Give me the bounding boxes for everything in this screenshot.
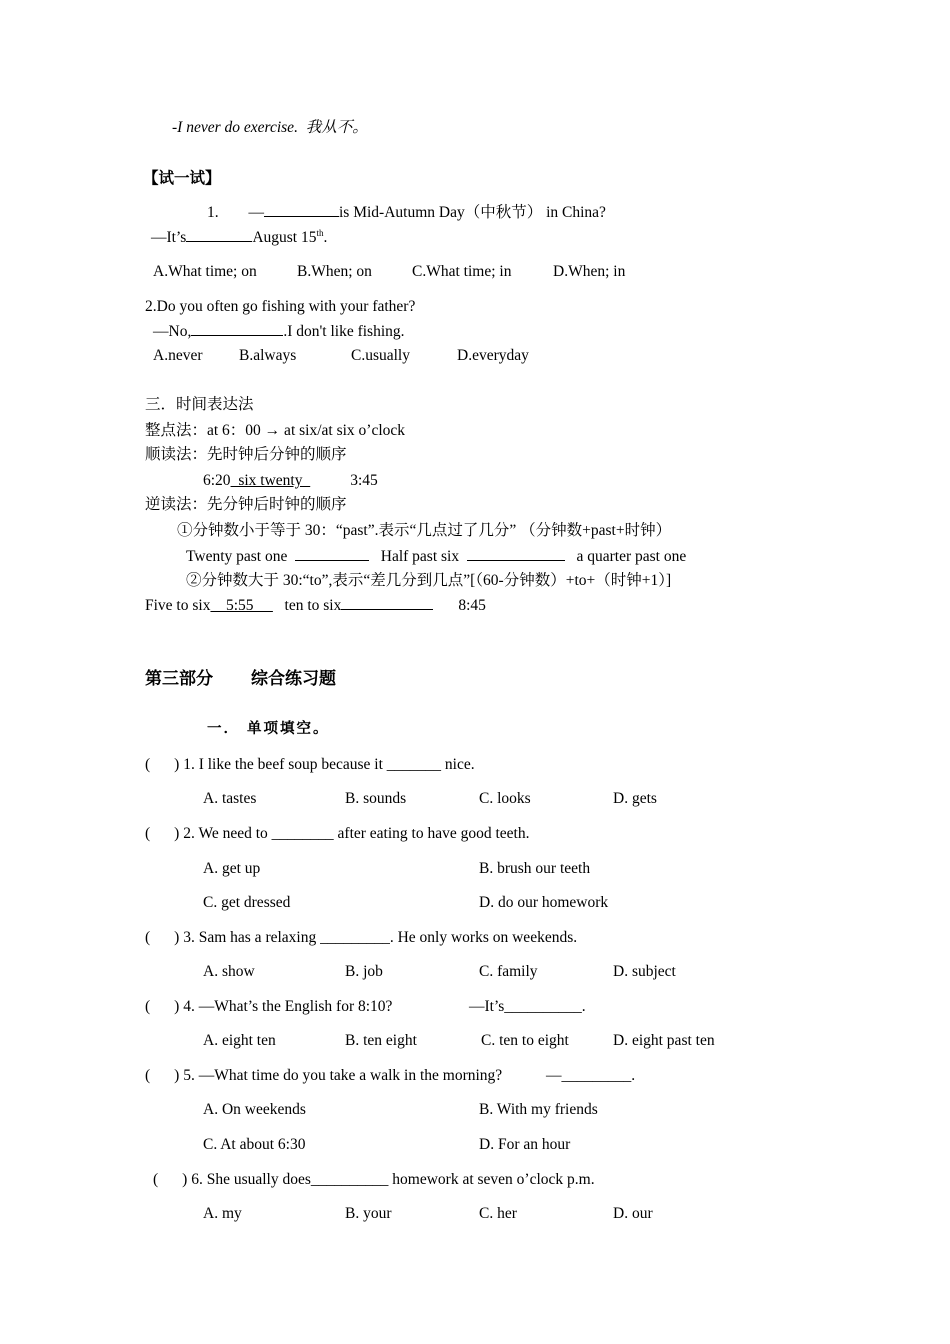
q5-option-c: C. At about 6:30 xyxy=(203,1136,306,1153)
answer-paren-r: ) xyxy=(174,1067,180,1084)
time-rule1: ①分钟数小于等于 30：“past”.表示“几点过了几分” （分钟数+past+时钟） xyxy=(177,522,672,539)
part3-section1: 一． 单项填空。 xyxy=(207,720,330,737)
question-3 xyxy=(145,928,577,948)
time-ex-time2: 3:45 xyxy=(350,472,378,489)
try-q2-option-a: A.never xyxy=(153,347,203,364)
answer-paren-r: ) xyxy=(174,756,180,773)
time-forward-example xyxy=(203,471,378,491)
time-to1: Five to six xyxy=(145,597,211,614)
time-rule2: ②分钟数大于 30:“to”,表示“差几分到几点”[（60-分钟数）+to+（时钟+1）] xyxy=(186,572,672,589)
try-q1-sup: th xyxy=(316,227,324,238)
answer-paren-r: ) xyxy=(182,1171,188,1188)
try-q1-text: is Mid-Autumn Day（中秋节） in China? xyxy=(339,204,606,221)
question-6 xyxy=(153,1170,595,1190)
try-q1-reply-end: August 15 xyxy=(252,229,317,246)
try-q2: 2.Do you often go fishing with your father? xyxy=(145,298,416,315)
question-text: 6. She usually does__________ homework at seven o’clock p.m. xyxy=(191,1171,595,1188)
q4-reply: —It’s__________. xyxy=(469,998,586,1015)
try-q1-option-c: C.What time; in xyxy=(412,263,512,280)
q5-reply: —_________. xyxy=(546,1067,636,1084)
answer-paren-l: ( xyxy=(145,929,151,946)
q4-option-a: A. eight ten xyxy=(203,1032,276,1049)
try-q1-blank[interactable] xyxy=(264,202,339,217)
time-past1: Twenty past one xyxy=(186,548,288,565)
answer-paren-r: ) xyxy=(174,998,180,1015)
q3-option-c: C. family xyxy=(479,963,538,980)
q6-option-a: A. my xyxy=(203,1205,242,1222)
try-q1 xyxy=(207,202,606,223)
q3-option-d: D. subject xyxy=(613,963,676,980)
q6-option-b: B. your xyxy=(345,1205,392,1222)
time-backward: 逆读法：先分钟后时钟的顺序 xyxy=(145,496,347,513)
try-q2-option-b: B.always xyxy=(239,347,297,364)
time-to-examples xyxy=(145,595,486,616)
answer-paren-r: ) xyxy=(174,825,180,842)
q1-option-b: B. sounds xyxy=(345,790,407,807)
time-ex-time: 6:20 xyxy=(203,472,231,489)
q2-option-a: A. get up xyxy=(203,860,261,877)
question-5 xyxy=(145,1066,502,1086)
try-q1-reply-blank[interactable] xyxy=(186,227,252,242)
q1-option-c: C. looks xyxy=(479,790,531,807)
q2-option-d: D. do our homework xyxy=(479,894,609,911)
q1-option-a: A. tastes xyxy=(203,790,257,807)
time-to2-blank[interactable] xyxy=(341,595,433,610)
q6-option-d: D. our xyxy=(613,1205,653,1222)
question-2 xyxy=(145,824,529,844)
try-q1-option-a: A.What time; on xyxy=(153,263,257,280)
time-ex-answer: six twenty xyxy=(230,472,311,489)
question-text: 1. I like the beef soup because it _______ nice. xyxy=(183,756,475,773)
time-to3: 8:45 xyxy=(458,597,486,614)
time-past2-blank[interactable] xyxy=(467,546,565,561)
q2-option-c: C. get dressed xyxy=(203,894,291,911)
try-q1-reply-start: —It’s xyxy=(151,229,187,246)
time-past1-blank[interactable] xyxy=(295,546,369,561)
answer-paren-r: ) xyxy=(174,929,180,946)
q1-option-d: D. gets xyxy=(613,790,657,807)
part3-heading-b: 综合练习题 xyxy=(251,669,336,688)
q4-option-c: C. ten to eight xyxy=(481,1032,569,1049)
try-q1-option-b: B.When; on xyxy=(297,263,372,280)
q5-option-b: B. With my friends xyxy=(479,1101,598,1118)
time-heading: 三．时间表达法 xyxy=(145,396,254,413)
try-heading: 【试一试】 xyxy=(143,170,221,187)
q3-option-a: A. show xyxy=(203,963,255,980)
time-past3: a quarter past one xyxy=(576,548,687,565)
answer-paren-l: ( xyxy=(145,998,151,1015)
time-past2: Half past six xyxy=(380,548,460,565)
try-q1-option-d: D.When; in xyxy=(553,263,626,280)
answer-paren-l: ( xyxy=(145,756,151,773)
try-q2-reply xyxy=(153,321,405,342)
time-to1-answer: 5:55 xyxy=(210,597,273,614)
intro-example xyxy=(172,118,368,138)
answer-paren-l: ( xyxy=(145,825,151,842)
question-4 xyxy=(145,997,392,1017)
time-past-examples xyxy=(186,546,686,567)
question-text: 3. Sam has a relaxing _________. He only works on weekends. xyxy=(183,929,578,946)
q5-option-a: A. On weekends xyxy=(203,1101,306,1118)
question-text: 5. —What time do you take a walk in the morning? xyxy=(183,1067,503,1084)
try-q1-period: . xyxy=(323,229,328,246)
question-1 xyxy=(145,755,475,775)
try-q1-dash: — xyxy=(248,204,264,221)
q4-option-b: B. ten eight xyxy=(345,1032,417,1049)
try-q2-option-c: C.usually xyxy=(351,347,410,364)
q3-option-b: B. job xyxy=(345,963,383,980)
try-q2-reply-start: —No, xyxy=(153,323,192,340)
time-forward: 顺读法：先时钟后分钟的顺序 xyxy=(145,446,347,463)
try-q2-option-d: D.everyday xyxy=(457,347,529,364)
part3-heading-a: 第三部分 xyxy=(145,669,213,688)
q4-option-d: D. eight past ten xyxy=(613,1032,715,1049)
try-q2-blank[interactable] xyxy=(191,321,283,336)
time-whole: 整点法：at 6：00 → at six/at six o’clock xyxy=(145,422,406,439)
question-text: 2. We need to ________ after eating to have good teeth. xyxy=(183,825,530,842)
question-text: 4. —What’s the English for 8:10? xyxy=(183,998,393,1015)
intro-example-en: -I never do exercise. xyxy=(172,119,298,136)
try-q1-num: 1. xyxy=(207,204,219,221)
q6-option-c: C. her xyxy=(479,1205,517,1222)
part3-heading xyxy=(145,669,336,689)
answer-paren-l: ( xyxy=(145,1067,151,1084)
q5-option-d: D. For an hour xyxy=(479,1136,571,1153)
intro-example-cn: 我从不。 xyxy=(305,119,368,136)
time-to2: ten to six xyxy=(284,597,342,614)
answer-paren-l: ( xyxy=(153,1171,159,1188)
try-q1-reply xyxy=(151,227,327,248)
q2-option-b: B. brush our teeth xyxy=(479,860,591,877)
try-q2-reply-end: .I don't like fishing. xyxy=(283,323,405,340)
